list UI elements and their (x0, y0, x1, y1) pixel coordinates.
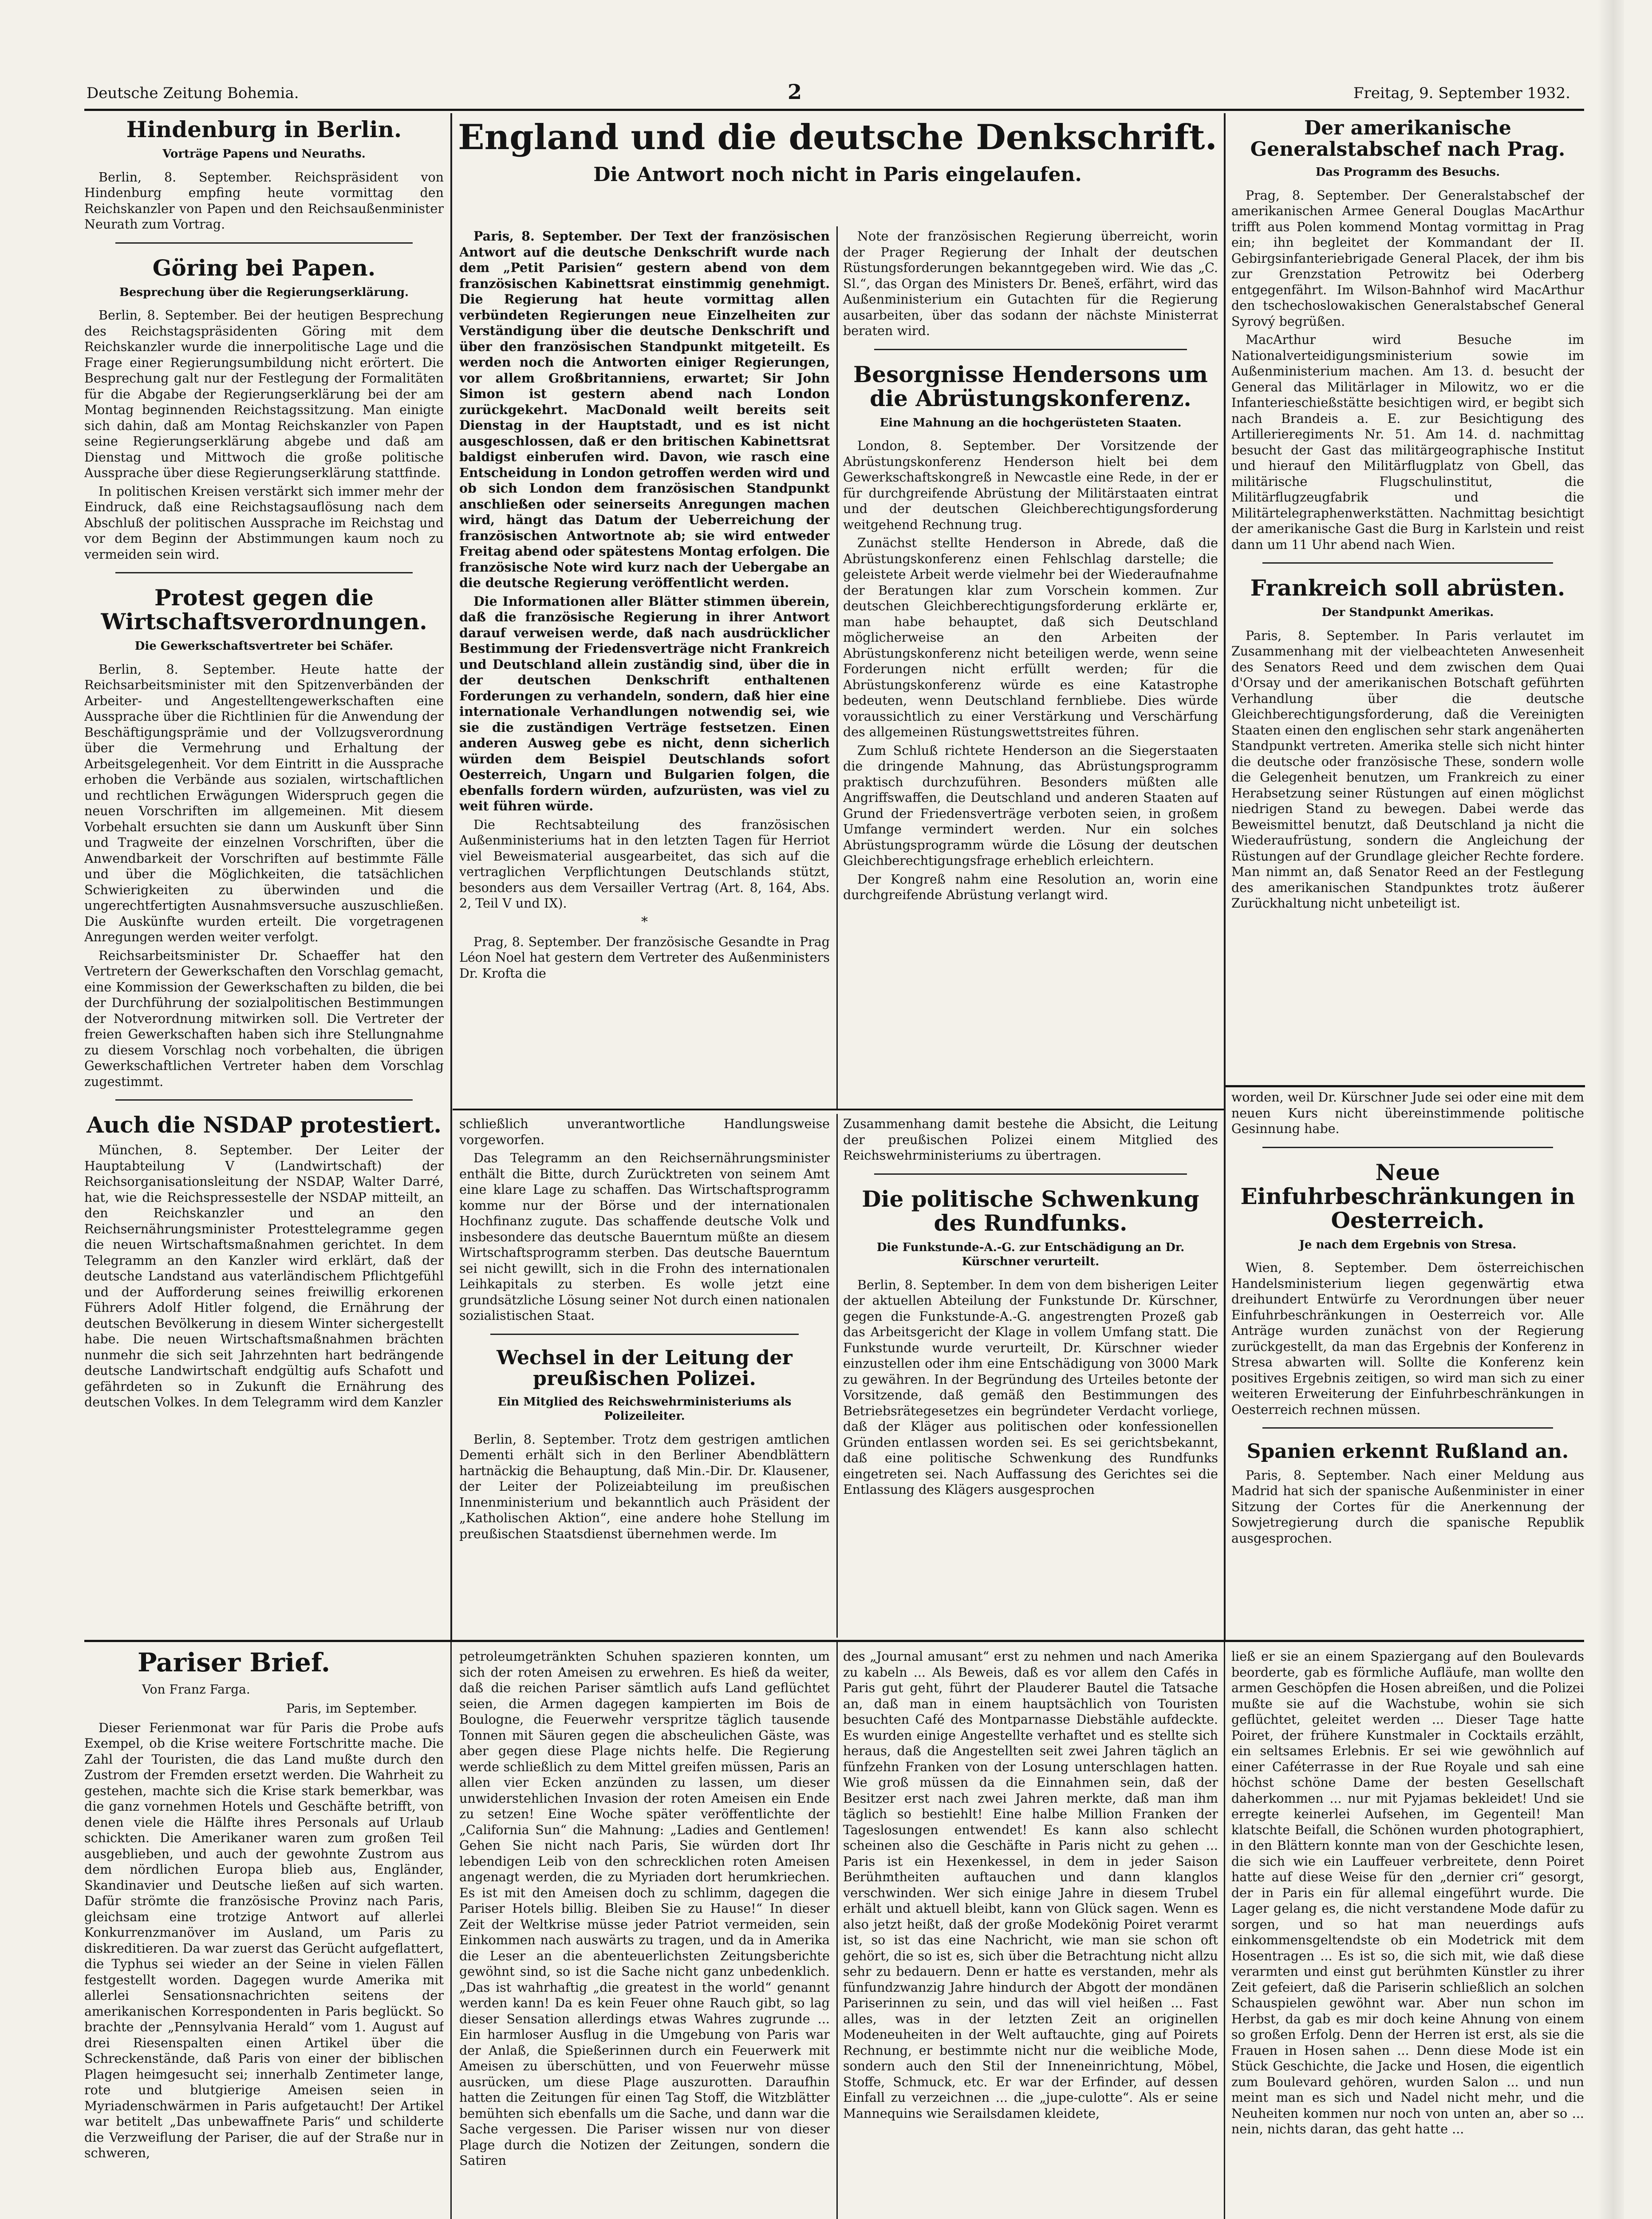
article-text: Note der französischen Regierung überreicht, worin der Prager Regierung der Inhalt der deutschen Rüstungsforderungen bekanntgegeben wird. Wie das „C. Sl.“, das Organ des Ministers Dr. Beneš, erfährt, wird das Außenministerium ein Gutachten für die Regierung ausarbeiten, über das sodann der nächste Ministerrat beraten wird. (843, 229, 1218, 338)
headline-spanien: Spanien erkennt Rußland an. (1246, 1440, 1569, 1463)
headline-henderson: Besorgnisse Hendersons um die Abrüstungskonferenz. (853, 361, 1208, 411)
column-rule (450, 113, 452, 1640)
article-text: Zunächst stellte Henderson in Abrede, daß die Abrüstungskonferenz einen Fehlschlag darstelle; die geleistete Arbeit werde vielmehr bei der Wiederaufnahme der Beratungen klar zum Vorschein kommen. Zur deutschen Gleichberechtigungsforderung erklärte er, man habe behauptet, daß sich Deutschland möglicherweise an den Arbeiten der Abrüstungskonferenz nicht beteiligen werde, wenn seine Forderungen nicht erfüllt werden; für die Abrüstungskonferenz würde es eine Katastrophe bedeuten, wenn Deutschland fernbliebe. Dies würde voraussichtlich zu einer Verstärkung und Verschärfung des allgemeinen Rüstungswettstreites führen. (843, 536, 1218, 739)
headline-pariser-brief: Pariser Brief. (138, 1649, 331, 1678)
section-rule (453, 1109, 1224, 1110)
subhead-hindenburg: Vorträge Papens und Neuraths. (162, 147, 366, 161)
byline: Von Franz Farga. (142, 1682, 250, 1697)
paper-name: Deutsche Zeitung Bohemia. (87, 84, 299, 102)
article-text: Berlin, 8. September. Bei der heutigen Besprechung des Reichstagspräsidenten Göring mit dem Reichskanzler wurde die innerpolitische Lage und die Frage einer Regierungsumbildung nicht erörtert. Die Besprechung galt nur der Festlegung der Formalitäten für die Abgabe der Regierungserklärung bei der am Montag beginnenden Reichstagssitzung. Man einigte sich dahin, daß am Montag Reichskanzler von Papen seine Regierungserklärung abgebe und daß am Dienstag und Mittwoch die große politische Aussprache über diese Regierungserklärung stattfinde. (84, 308, 444, 480)
lead-article-header (457, 119, 1218, 225)
column-right-lower (1231, 1090, 1584, 1635)
headline-polizei: Wechsel in der Leitung der preußischen Polizei. (497, 1346, 792, 1390)
bottom-section-rule (84, 1640, 1584, 1642)
article-text: Paris, 8. September. In Paris verlautet im Zusammenhang mit der vielbeachteten Anwesenheit des Senators Reed und dem zwischen dem Quai d'Orsay und der amerikanischen Botschaft geführten Verhandlung über die deutsche Gleichberechtigungsforderung, daß die Vereinigten Staaten einen den englischen sehr stark angenäherten Standpunkt vertreten. Amerika stelle sich nicht hinter die deutsche oder französische These, sondern wolle die Gelegenheit benutzen, um Frankreich zu einer Herabsetzung seiner Rüstungen auf einen möglichst niedrigen Stand zu bewegen. Dabei werde das Beweismittel benutzt, daß Deutschland ja nicht die Wiederaufrüstung, sondern die Angleichung der Rüstungen auf der Grundlage gleicher Rechte fordere. Man nimmt an, daß Senator Reed an der Festlegung des amerikanischen Standpunktes trotz äußerer Zurückhaltung nicht unbeteiligt ist. (1231, 628, 1584, 911)
subhead-rundfunk: Die Funkstunde-A.-G. zur Entschädigung an Dr. Kürschner verurteilt. (876, 1240, 1185, 1268)
section-star: * (641, 914, 648, 930)
article-text: ließ er sie an einem Spaziergang auf den Boulevards beorderte, gab es förmliche Aufläufe, man wollte den armen Geschöpfen die Hosen abreißen, und die Polizei mußte sie auf die Wachstube, wohin sie sich geflüchtet, geleitet werden ... Dieser Tage hatte Poiret, der frühere Kunstmaler in Cocktails erzählt, ein seltsames Erlebnis. Er sei wie gewöhnlich auf einer Caféterrasse in der Rue Royale und sah eine höchst schöne Dame der besten Gesellschaft daherkommen ... nur mit Pyjamas bekleidet! Und sie erregte keinerlei Aufsehen, im Gegenteil! Man klatschte Beifall, die Schönen wurden photographiert, in den Blättern konnte man von der Geschichte lesen, die sich wie ein Lauffeuer verbreitete, denn Poiret hatte auf diese Weise für den „dernier cri“ gesorgt, der in Paris ein für allemal eingeführt wurde. Die Lager gelang es, die nicht verstandene Mode dafür zu sorgen, und so hat man neuerdings aufs einkommensgeltendste ob ein Modetrick mit dem Hosentragen ... Es ist so, die sich mit, wie daß diese verarmten und einst gut berühmten Künstler zu ihrer Zeit gefeiert, daß die Pariserin schließlich an solchen Schauspielen gewöhnt war. Aber nun schon im Herbst, da gab es mir doch keine Ahnung von einem so großen Erfolg. Denn der Herren ist erst, als sie die Frauen in Hosen sahen ... Denn diese Mode ist ein Stück Geschichte, die Jacke und Hosen, die eigentlich zum Boulevard gehören, wurden Salon ... und nun meint man es sich und Nadel nicht mehr, und die Neuheiten kommen nur noch von unten an, aber so ... nein, nichts daran, das geht hatte ... (1231, 1649, 1584, 2136)
article-text: Berlin, 8. September. Reichspräsident von Hindenburg empfing heute vormittag den Reichskanzler von Papen und den Reichsaußenminister Neurath zum Vortrag. (84, 170, 444, 232)
article-text: MacArthur wird Besuche im Nationalverteidigungsministerium sowie im Außenministerium machen. Am 13. d. besucht der General das Militärlager in Milowitz, wo er die Infanterieschießstätte besichtigen wird, er begibt sich nach Brandeis a. E. zur Besichtigung des Artillerieregiments Nr. 51. Am 14. d. nachmittag besucht der Gast das militärgeographische Institut und hierauf den Militärflugplatz von Gbell, das militärische Flugschulinstitut, die Militärflugzeugfabrik und die Militärtelegraphenwerkstätten. Nachmittag besichtigt der amerikanische Gast die Burg in Karlstein und reist dann um 11 Uhr abend nach Wien. (1231, 332, 1584, 552)
article-divider (1262, 562, 1553, 564)
headline-rundfunk: Die politische Schwenkung des Rundfunks. (862, 1185, 1199, 1236)
column-rule (836, 1114, 838, 1638)
header-rule (84, 109, 1584, 111)
subhead-goering: Besprechung über die Regierungserklärung. (119, 285, 409, 299)
page-number: 2 (788, 80, 802, 104)
article-divider (874, 349, 1187, 350)
article-text: Der Kongreß nahm eine Resolution an, worin eine durchgreifende Abrüstung verlangt wird. (843, 872, 1218, 902)
subhead-einfuhr: Je nach dem Ergebnis von Stresa. (1299, 1238, 1517, 1252)
subhead-polizei: Ein Mitglied des Reichswehrministeriums als Polizeileiter. (497, 1395, 792, 1423)
headline-protest: Protest gegen die Wirtschaftsverordnungen. (101, 584, 427, 635)
column-centre-left-lower (459, 1116, 830, 1635)
headline-hindenburg: Hindenburg in Berlin. (126, 118, 402, 142)
headline-einfuhr: Neue Einfuhrbeschränkungen in Oesterreich. (1240, 1159, 1575, 1233)
article-text: London, 8. September. Der Vorsitzende der Abrüstungskonferenz Henderson hielt bei dem Gewerkschaftskongreß in Newcastle eine Rede, in der er für durchgreifende Abrüstung der Militärstaaten eintrat und der deutschen Gleichberechtigungsforderung weitgehend Rechnung trug. (843, 438, 1218, 532)
column-centre-right-upper (843, 229, 1218, 1105)
article-divider (115, 242, 413, 244)
article-text: schließlich unverantwortliche Handlungsweise vorgeworfen. (459, 1117, 830, 1147)
feuilleton-col-1 (84, 1649, 444, 2219)
article-text: Dieser Ferienmonat war für Paris die Probe aufs Exempel, ob die Krise weitere Fortschritte mache. Die Zahl der Touristen, die das Land mußte durch den Zustrom der Fremden ersetzt werden. Die Wahrheit zu gestehen, machte sich die Krise stark bemerkbar, was die ganz vornehmen Hotels und Geschäfte betrifft, von denen viele die Hälfte ihres Personals auf Urlaub schickten. Die Amerikaner waren zum großen Teil ausgeblieben, und auch der gewohnte Zustrom aus dem nördlichen Europa blieb aus, Engländer, Skandinavier und Deutsche ließen auf sich warten. Dafür strömte die französische Provinz nach Paris, gleichsam eine trotzige Antwort auf allerlei Konkurrenzmanöver im Ausland, um Paris zu diskreditieren. Da war zuerst das Gerücht aufgeflattert, die Typhus sei wieder an der Seine in vielen Fällen festgestellt worden. Dagegen wurde Amerika mit allerlei Sensationsnachrichten seitens der amerikanischen Korrespondenten in Paris beglückt. So brachte der „Pennsylvania Herald“ vom 1. August auf drei Riesenspalten einen Artikel über die Schreckenstände, daß Paris von einer der biblischen Plagen heimgesucht sei; innerhalb Zentimeter lange, rote und blutgierige Ameisen seien in Myriadenschwärmen in Paris aufgetaucht! Der Artikel war betitelt „Das unbewaffnete Paris“ und schilderte die Verzweiflung der Pariser, die auf der Straße nur in schweren, (84, 1720, 444, 2161)
article-text: Prag, 8. September. Der Generalstabschef der amerikanischen Armee General Douglas MacArthur trifft aus Polen kommend Montag vormittag in Prag ein; ihn begleitet der Kommandant der II. Gebirgsinfanteriebrigade General Placek, der ihm bis zur Grenzstation Petrowitz bei Oderberg entgegenfährt. Im Wilson-Bahnhof wird MacArthur den tschechoslowakischen Generalstabschef General Syrový begrüßen. (1231, 188, 1584, 329)
article-text: Die Informationen aller Blätter stimmen überein, daß die französische Regierung in ihrer Antwort darauf verweisen werde, daß nach ausdrücklicher Bestimmung der Friedensverträge nicht Frankreich und Deutschland allein zuständig sind, über die in der deutschen Denkschrift enthaltenen Forderungen zu verhandeln, sondern, daß hier eine internationale Verhandlungen notwendig sei, wie sie die zuständigen Verträge festsetzen. Einen anderen Ausweg gebe es nicht, denn sicherlich würden dem Beispiel Deutschlands sofort Oesterreich, Ungarn und Bulgarien folgen, die ebenfalls fordern würden, aufzurüsten, was viel zu weit führen würde. (459, 593, 830, 813)
article-text: Paris, 8. September. Nach einer Meldung aus Madrid hat sich der spanische Außenminister in einer Sitzung der Cortes für die Anerkennung der Sowjetregierung durch die spanische Republik ausgesprochen. (1231, 1468, 1584, 1546)
issue-date: Freitag, 9. September 1932. (1353, 84, 1570, 102)
article-text: Berlin, 8. September. In dem von dem bisherigen Leiter der aktuellen Abteilung der Funkstunde Dr. Kürschner, gegen die Funkstunde-A.-G. angestrengten Prozeß gab das Arbeitsgericht der Klage in vollem Umfang statt. Die Funkstunde wurde verurteilt, Dr. Kürschner wieder einzustellen oder ihm eine Entschädigung von 3000 Mark zu gewähren. In der Begründung des Urteiles betonte der Vorsitzende, daß gemäß den Bestimmungen des Betriebsrätegesetzes ein begründeter Verdacht vorliege, daß der Kläger aus politischen oder konfessionellen Gründen entlassen worden sei. Es sei gerichtsbekannt, daß eine politische Schwenkung des Rundfunks eingetreten sei. Nach Auffassung des Gerichtes sei die Entlassung des Klägers ausgesprochen (843, 1277, 1218, 1497)
headline-generalstab: Der amerikanische Generalstabschef nach Prag. (1250, 118, 1565, 161)
column-right-upper (1231, 118, 1584, 1083)
article-divider (115, 1099, 413, 1101)
headline-goering: Göring bei Papen. (152, 254, 376, 281)
article-text: Wien, 8. September. Dem österreichischen Handelsministerium liegen gegenwärtig etwa dreihundert Entwürfe zu Verordnungen über neuer Einfuhrbeschränkungen in Oesterreich vor. Alle Anträge wurden zunächst von der Regierung zurückgestellt, da man das Ergebnis der Konferenz in Stresa abwarten will. Sollte die Konferenz kein positives Ergebnis zeitigen, so wird man sich zu einer weiteren Erweiterung der Einfuhrbeschränkungen in Oesterreich rechnen müssen. (1231, 1260, 1584, 1417)
article-text: Das Telegramm an den Reichsernährungsminister enthält die Bitte, durch Zurücktreten von seinem Amt eine klare Lage zu schaffen. Das Wirtschaftsprogramm komme nur der Börse und der internationalen Hochfinanz zugute. Das schaffende deutsche Volk und insbesondere das deutsche Bauerntum müßte an diesem Wirtschaftsprogramm sterben. Das deutsche Bauerntum sei nicht gewillt, sich in die Frohn des internationalen Leihkapitals zu sterben. Es wolle jetzt eine grundsätzliche Lösung seiner Not durch einen nationalen sozialistischen Staat. (459, 1151, 830, 1323)
column-rule (836, 226, 838, 1110)
article-text: Prag, 8. September. Der französische Gesandte in Prag Léon Noel hat gestern dem Vertreter des Außenministers Dr. Krofta die (459, 934, 830, 981)
column-centre-right-lower (843, 1116, 1218, 1635)
article-text: Zum Schluß richtete Henderson an die Siegerstaaten die dringende Mahnung, das Abrüstungsprogramm praktisch durchzuführen. Besonders müßten alle Angriffswaffen, die Deutschland und anderen Staaten auf Grund der Friedensverträge verboten seien, in großem Umfange vermindert werden. Nur ein solches Abrüstungsprogramm würde die Lösung der deutschen Gleichberechtigungsfrage erheblich erleichtern. (843, 743, 1218, 868)
headline-england: England und die deutsche Denkschrift. (458, 119, 1217, 158)
subhead-generalstab: Das Programm des Besuchs. (1315, 166, 1500, 179)
page-fold-shadow (1597, 0, 1624, 2219)
column-left (84, 118, 444, 1635)
subhead-protest: Die Gewerkschaftsvertreter bei Schäfer. (134, 640, 394, 653)
article-text: Reichsarbeitsminister Dr. Schaeffer hat den Vertretern der Gewerkschaften den Vorschlag gemacht, eine Kommission der Gewerkschaften zu bilden, die bei der Durchführung der sozialpolitischen Bestimmungen der Notverordnung mitwirken soll. Die Vertreter der freien Gewerkschaften haben sich ihre Stellungnahme zu diesem Vorschlag noch vorbehalten, die übrigen Gewerkschaftlichen Vertreter haben dem Vorschlag zugestimmt. (84, 948, 444, 1089)
article-text: München, 8. September. Der Leiter der Hauptabteilung V (Landwirtschaft) der Reichsorganisationsleitung der NSDAP, Walter Darré, hat, wie die Reichspressestelle der NSDAP mitteilt, an den Reichskanzler und an den Reichsernährungsminister Protesttelegramme gegen die neuen Wirtschaftsmaßnahmen gerichtet. In dem Telegramm an den Kanzler wird erklärt, daß der deutsche Landstand aus vaterländischem Pflichtgefühl und der Aufforderung seines freiwillig erkorenen Führers Adolf Hitler folgend, die Ernährung der deutschen Bevölkerung in diesem Winter sichergestellt habe. Die neuen Wirtschaftsmaßnahmen brächten nunmehr die sich seit Jahrzehnten hart bedrängende deutsche Landwirtschaft endgültig aufs Schafott und gefährdeten so in Zukunft die Ernährung des deutschen Volkes. In dem Telegramm wird dem Kanzler (84, 1143, 444, 1410)
headline-frankreich: Frankreich soll abrüsten. (1250, 575, 1565, 601)
article-text: In politischen Kreisen verstärkt sich immer mehr der Eindruck, daß eine Reichstagsauflösung nach dem Abschluß der politischen Aussprache im Reichstag und vor dem Beginn der Abstimmungen kaum noch zu vermeiden sein wird. (84, 484, 444, 562)
article-text: des „Journal amusant“ erst zu nehmen und nach Amerika zu kabeln ... Als Beweis, daß es vor allem den Cafés in Paris gut geht, führt der Plauderer Bautel die Tatsache an, daß man in einem hauptsächlich von Touristen besuchten Café des Montparnasse Diebstähle aufdeckte. Es wurden einige Angestellte verhaftet und es stellte sich heraus, daß die Angestellten seit zwei Jahren täglich an fünfzehn Franken von der Losung unterschlagen hatten. Wie groß müssen da die Einnahmen sein, daß der Besitzer erst nach zwei Jahren merkte, daß man ihm täglich so bestiehlt! Eine halbe Million Franken der Tageslosungen entwendet! Es kann also schlecht scheinen also die Geschäfte in Paris nicht zu gehen ... Paris ist ein Hexenkessel, in dem in jeder Saison Berühmtheiten auftauchen und dann klanglos verschwinden. Wer sich einige Jahre in diesem Trubel erhält und aktuell bleibt, kann von Glück sagen. Wenn es also jetzt heißt, daß der große Modekönig Poiret verarmt ist, so ist das eine Nachricht, wie man sie schon oft gehört, die so ist es, sich über die Betrachtung nicht allzu sehr zu bedauern. Denn er hatte es verstanden, mehr als fünfundzwanzig Jahre hindurch der Abgott der mondänen Pariserinnen zu sein, und das will viel heißen ... Fast alles, was in der letzten Zeit an originellen Modeneuheiten in der Welt auftauchte, ging auf Poirets Rechnung, er bestimmte nicht nur die weibliche Mode, sondern auch den Stil der Inneneinrichtung, Möbel, Stoffe, Schmuck, etc. Er war der Erfinder, auf dessen Einfall zu verzeichnen ... die „jupe-culotte“. Als er seine Mannequins wie Serailsdamen kleidete, (843, 1649, 1218, 2121)
article-text: petroleumgetränkten Schuhen spazieren konnten, um sich der roten Ameisen zu erwehren. Es hieß da weiter, daß die reichen Pariser sämtlich aufs Land geflüchtet seien, die Armen dagegen kampierten im Bois de Boulogne, die Feuerwehr verspritze täglich tausende Tonnen mit Säuren gegen die abscheulichen Gäste, was aber gegen diese Plage nichts helfe. Die Regierung werde schließlich zu dem Mittel greifen müssen, Paris an allen vier Ecken anzünden zu lassen, um dieser unwiderstehlichen Invasion der roten Ameisen ein Ende zu setzen! Eine Woche später veröffentlichte der „California Sun“ die Mahnung: „Ladies and Gentlemen! Gehen Sie nicht nach Paris, Sie würden dort Ihr lebendigen Leib von den schrecklichen roten Ameisen angenagt werden, die zu Myriaden dort herumkriechen. Es ist mit den Ameisen doch zu schlimm, dagegen die Pariser Hotels billig. Bleiben Sie zu Hause!“ In dieser Zeit der Weltkrise müsse jeder Patriot vermeiden, sein Einkommen nach auswärts zu tragen, und da in Amerika die Leser an die abenteuerlichsten Zeitungsberichte gewöhnt sind, so ist die Sache nicht ganz unbedenklich. „Das ist wahrhaftig „die greatest in the world“ genannt werden kann! Da es kein Feuer ohne Rauch gibt, so lag dieser Sensation allerdings etwas Wahres zugrunde ... Ein harmloser Ausflug in die Umgebung von Paris war der Anlaß, die Spießerinnen durch ein Feuerwerk mit Ameisen zu überschütten, und von Feuerwehr müsse ausrücken, um diese Plage auszurotten. Daraufhin hatten die Zeitungen für einen Tag Stoff, die Witzblätter bemühten sich ebenfalls um die Sache, und dann war die Sache vergessen. Die Pariser wissen nur von dieser Plage durch die Notizen der Zeitungen, sondern die Satiren (459, 1649, 830, 2168)
article-text: Paris, 8. September. Der Text der französischen Antwort auf die deutsche Denkschrift wurde nach dem „Petit Parisien“ gestern abend von dem französischen Kabinettsrat einstimmig genehmigt. Die Regierung hat heute vormittag allen verbündeten Regierungen neue Einzelheiten zur Verständigung über die deutsche Denkschrift und über den französischen Standpunkt mitgeteilt. Es werden noch die Antworten einiger Regierungen, vor allem Großbritanniens, erwartet; Sir John Simon ist gestern abend nach London zurückgekehrt. MacDonald weilt bereits seit Dienstag in der Hauptstadt, und es ist nicht ausgeschlossen, daß er den britischen Kabinettsrat baldigst einberufen wird. Davon, wie rasch eine Entscheidung in London getroffen werden wird und ob sich London dem französischen Standpunkt anschließen oder seinerseits Anregungen machen wird, hängt das Datum der Ueberreichung der französischen Antwortnote ab; sie wird entweder Freitag abend oder spätestens Montag erfolgen. Die französische Note wird kurz nach der Uebergabe an die deutsche Regierung veröffentlicht werden. (459, 229, 830, 590)
column-rule (450, 1642, 452, 2219)
article-text: Berlin, 8. September. Heute hatte der Reichsarbeitsminister mit den Spitzenverbänden der Arbeiter- und Angestelltengewerkschaften eine Aussprache über die Richtlinien für die Anwendung der Beschäftigungsprämie und der Vollzugsverordnung über die Vermehrung und Erhaltung der Arbeitsgelegenheit. Vor dem Eintritt in die Aussprache erhoben die Verbände aus sozialen, wirtschaftlichen und rechtlichen Erwägungen Widerspruch gegen die neuen Vorschriften im allgemeinen. Mit diesem Vorbehalt ersuchten sie dann um Auskunft über Sinn und Tragweite der einzelnen Vorschriften, über die Anwendbarkeit der Vorschriften auf bestimmte Fälle und über die Möglichkeiten, die tatsächlichen Schwierigkeiten zu überwinden und die ungerechtfertigten Ausnahmsversuche auszuschließen. Die Auskünfte wurden erteilt. Die vorgetragenen Anregungen werden weiter verfolgt. (84, 662, 444, 944)
article-divider (1262, 1147, 1553, 1148)
feuilleton-col-2 (459, 1649, 830, 2219)
headline-nsdap: Auch die NSDAP protestiert. (87, 1112, 442, 1138)
column-centre-left-upper (459, 229, 830, 1105)
feuilleton-col-4 (1231, 1649, 1584, 2219)
article-divider (115, 572, 413, 573)
feuilleton-col-3 (843, 1649, 1218, 2219)
section-rule (1226, 1085, 1585, 1087)
article-divider (490, 1334, 799, 1335)
article-text: worden, weil Dr. Kürschner Jude sei oder eine mit dem neuen Kurs nicht übereinstimmende politische Gesinnung habe. (1231, 1090, 1584, 1136)
article-text: Berlin, 8. September. Trotz dem gestrigen amtlichen Dementi erhält sich in den Berliner Abendblättern hartnäckig die Behauptung, daß Min.-Dir. Dr. Klausener, der Leiter der Polizeiabteilung im preußischen Innenministerium und bekanntlich auch Präsident der „Katholischen Aktion“, eine andere hohe Stellung im preußischen Staatsdienst übernehmen werde. Im (459, 1432, 830, 1541)
dateline: Paris, im September. (286, 1701, 417, 1716)
article-text: Zusammenhang damit bestehe die Absicht, die Leitung der preußischen Polizei einem Mitglied des Reichswehrministeriums zu übertragen. (843, 1117, 1218, 1163)
column-rule (836, 1642, 838, 2219)
column-rule (1224, 113, 1226, 1640)
article-text: Die Rechtsabteilung des französischen Außenministeriums hat in den letzten Tagen für Herriot viel Beweismaterial ausgearbeitet, das sich auf die vertraglichen Verpflichtungen Deutschlands stützt, besonders aus dem Versailler Vertrag (Art. 8, 164, Abs. 2, Teil V und IX). (459, 817, 830, 911)
subhead-henderson: Eine Mahnung an die hochgerüsteten Staaten. (879, 416, 1182, 430)
article-divider (874, 1173, 1187, 1175)
subhead-england: Die Antwort noch nicht in Paris eingelaufen. (593, 163, 1082, 186)
subhead-frankreich: Der Standpunkt Amerikas. (1321, 606, 1494, 620)
article-divider (1262, 1427, 1553, 1429)
column-rule (1224, 1642, 1225, 2219)
